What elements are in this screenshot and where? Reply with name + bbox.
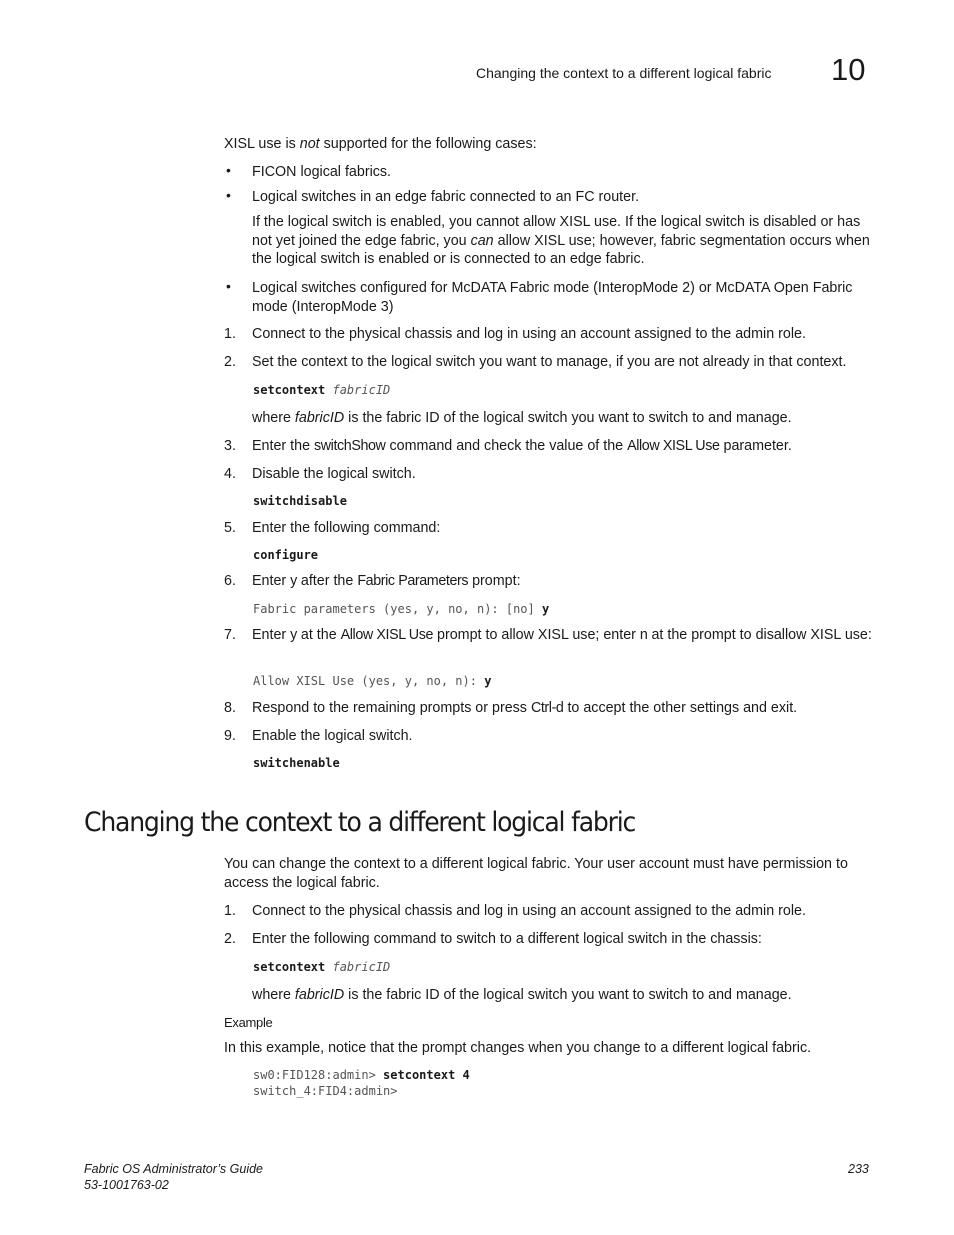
step-text: Connect to the physical chassis and log in using an account assigned to the admin role. [252,326,806,342]
step-text: Enter y at the Allow XISL Use prompt to allow XISL use; enter n at the prompt to disallow XISL use: [252,627,872,643]
section-heading: Changing the context to a different logical fabric [84,807,636,838]
footer-guide-title: Fabric OS Administrator’s Guide [84,1162,263,1176]
xisl-intro: XISL use is not supported for the following cases: [224,136,537,152]
code-switchdisable: switchdisable [253,494,347,508]
bullet-item-edge-fabric: Logical switches in an edge fabric connected to an FC router. [252,189,640,205]
code-setcontext: setcontext fabricID [253,383,391,397]
step-number: 4. [224,466,236,482]
step-number: 3. [224,438,236,454]
step-number: 7. [224,627,236,643]
step-number: 1. [224,326,236,342]
running-header-title: Changing the context to a different logical fabric [476,65,772,81]
step-number: 8. [224,700,236,716]
chapter-number: 10 [831,52,866,87]
bullet-marker: • [226,162,231,178]
where-fabricid-2: where fabricID is the fabric ID of the logical switch you want to switch to and manage. [252,987,792,1003]
step-text: Enable the logical switch. [252,728,413,744]
code-configure: configure [253,548,319,562]
step-number: 9. [224,728,236,744]
step-text: Enter y after the Fabric Parameters prompt: [252,573,521,589]
bullet-note: If the logical switch is enabled, you cannot allow XISL use. If the logical switch is disabled or has not yet joined the edge fabric, you can allow XISL use; however, fabric segmentation occurs when the logical switch is enabled or is connected to an edge fabric. [252,214,870,267]
step-number: 1. [224,903,236,919]
example-code-line-2: switch_4:FID4:admin> [253,1084,398,1098]
footer-page-number: 233 [848,1162,869,1176]
code-switchenable: switchenable [253,756,340,770]
example-label: Example [224,1015,273,1030]
step-number: 6. [224,573,236,589]
example-code-line-1: sw0:FID128:admin> setcontext 4 [253,1068,470,1082]
step-text: Connect to the physical chassis and log in using an account assigned to the admin role. [252,903,806,919]
step-number: 2. [224,931,236,947]
bullet-marker: • [226,187,231,203]
code-allow-xisl-prompt: Allow XISL Use (yes, y, no, n): y [253,674,492,688]
bullet-item-ficon: FICON logical fabrics. [252,164,392,180]
footer-doc-number: 53-1001763-02 [84,1178,169,1192]
step-text: Enter the following command: [252,520,441,536]
step-text: Disable the logical switch. [252,466,416,482]
step-text: Respond to the remaining prompts or press Ctrl-d to accept the other settings and exit. [252,700,798,716]
example-text: In this example, notice that the prompt changes when you change to a different logical fabric. [224,1040,812,1056]
step-number: 2. [224,354,236,370]
step-text: Set the context to the logical switch you want to manage, if you are not already in that context. [252,354,847,370]
step-text: Enter the following command to switch to a different logical switch in the chassis: [252,931,762,947]
bullet-item-mcdata: Logical switches configured for McDATA Fabric mode (InteropMode 2) or McDATA Open Fabric mode (InteropMode 3) [252,280,853,315]
bullet-marker: • [226,278,231,294]
code-fabric-params-prompt: Fabric parameters (yes, y, no, n): [no] y [253,602,550,616]
step-text: Enter the switchShow command and check the value of the Allow XISL Use parameter. [252,438,792,454]
step-number: 5. [224,520,236,536]
section-intro: You can change the context to a different logical fabric. Your user account must have permission to access the logical fabric. [224,856,848,891]
where-fabricid: where fabricID is the fabric ID of the logical switch you want to switch to and manage. [252,410,792,426]
code-setcontext-2: setcontext fabricID [253,960,391,974]
